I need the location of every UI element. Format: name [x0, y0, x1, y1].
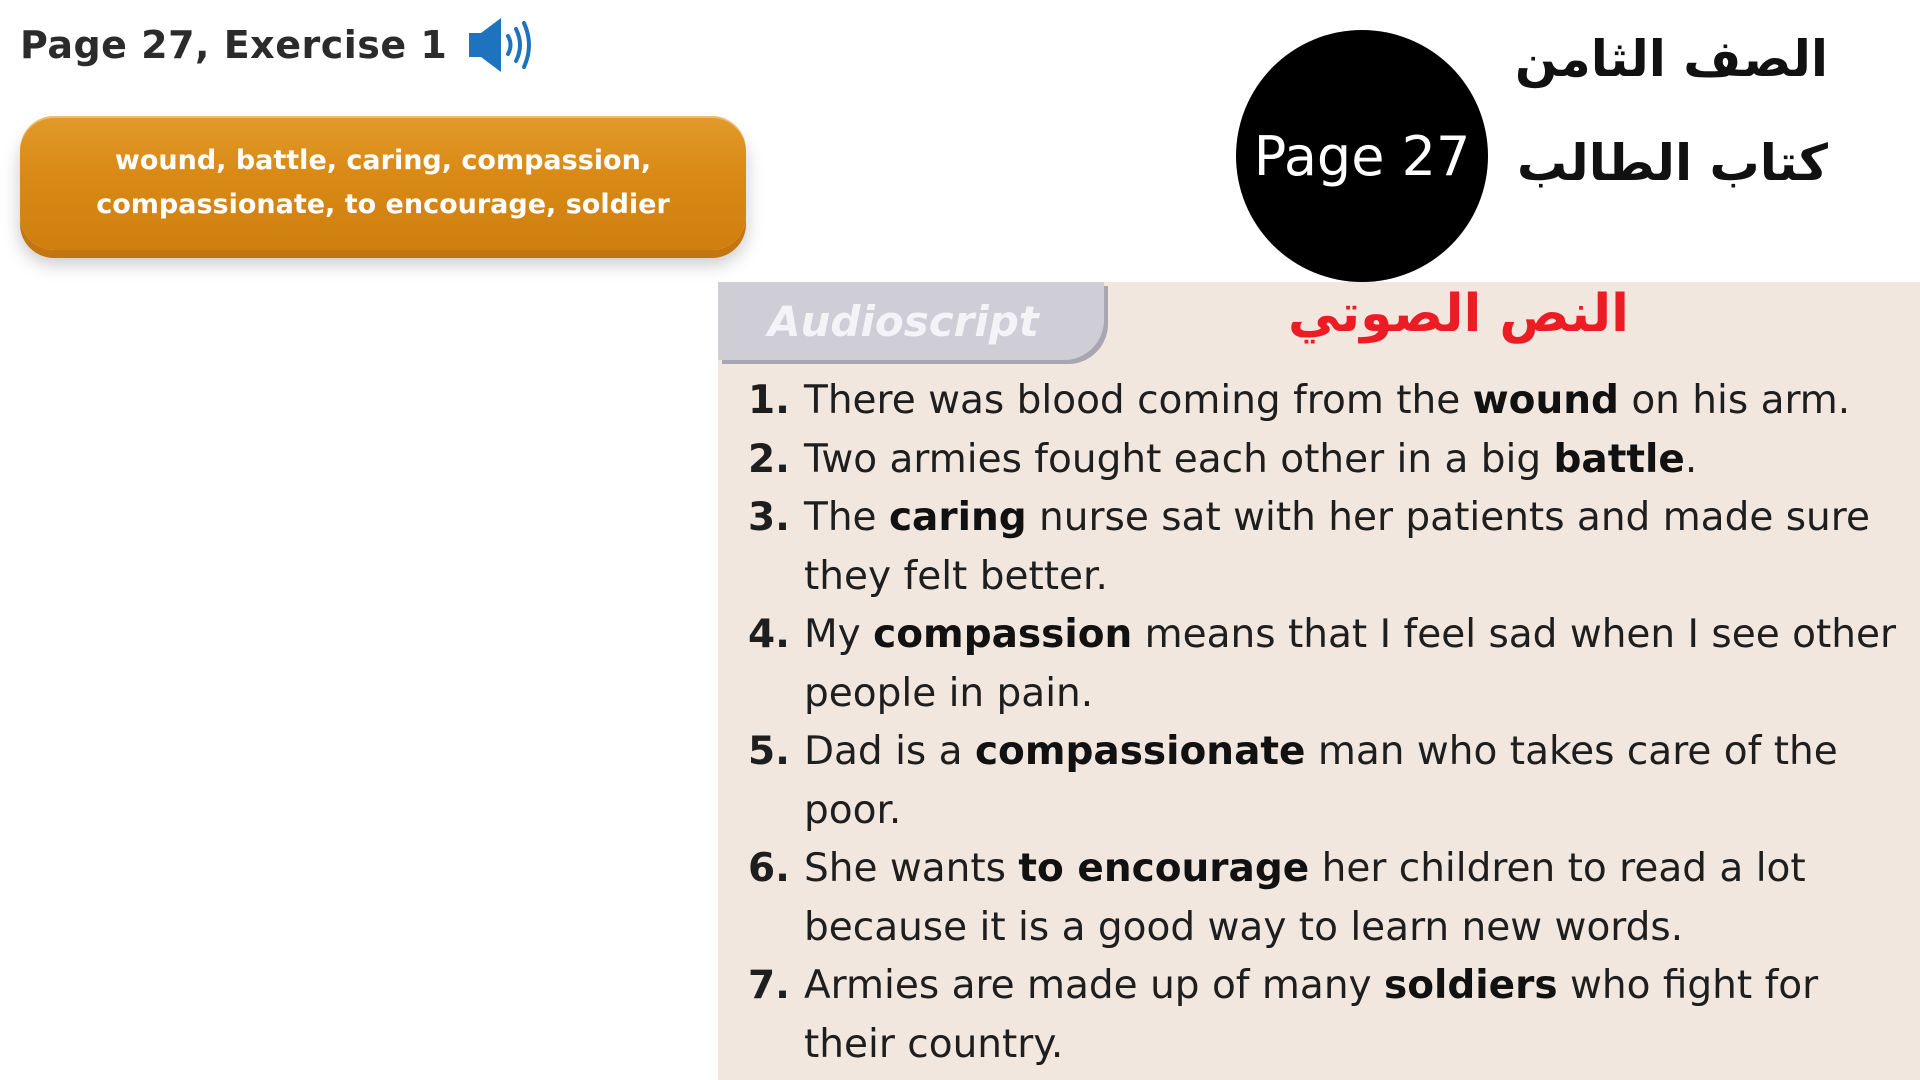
item-text: Two armies fought each other in a big battle.: [804, 436, 1698, 482]
list-item: [748, 489, 1908, 606]
vocab-word: compassion: [873, 612, 1133, 657]
item-number: 5.: [748, 729, 790, 774]
page-badge: [1236, 30, 1488, 282]
item-text: Dad is a compassionate man who takes care of the poor.: [804, 729, 1838, 833]
list-item: [748, 606, 1908, 723]
speaker-volume-icon[interactable]: [467, 14, 533, 76]
item-number: 4.: [748, 612, 790, 657]
audioscript-tab: [718, 282, 1104, 360]
item-text: There was blood coming from the wound on his arm.: [804, 378, 1851, 423]
vocab-word: to encourage: [1018, 846, 1310, 891]
item-number: 2.: [748, 436, 790, 482]
audioscript-label: Audioscript: [768, 296, 1039, 346]
grade-heading: الصف الثامن: [1514, 30, 1828, 88]
item-text: Armies are made up of many soldiers who fight for their country.: [804, 963, 1819, 1067]
item-number: 6.: [748, 846, 790, 891]
list-item: [748, 431, 1908, 490]
vocab-word: caring: [888, 495, 1027, 540]
vocab-word: wound: [1472, 378, 1619, 423]
item-number: 7.: [748, 963, 790, 1008]
item-number: 3.: [748, 495, 790, 540]
vocab-word: compassionate: [974, 729, 1306, 774]
list-item: [748, 723, 1908, 840]
exercise-header: [20, 14, 533, 76]
vocabulary-line-2: compassionate, to encourage, soldier: [96, 189, 670, 220]
item-text: She wants to encourage her children to read a lot because it is a good way to learn new words.: [804, 846, 1806, 950]
vocabulary-line-1: wound, battle, caring, compassion,: [114, 145, 652, 176]
page-badge-label: Page 27: [1253, 124, 1471, 188]
book-heading: كتاب الطالب: [1516, 134, 1828, 192]
audioscript-arabic-label: النص الصوتي: [1288, 284, 1629, 344]
vocab-word: battle: [1553, 436, 1685, 482]
audioscript-panel: [718, 282, 1920, 1080]
list-item: [748, 372, 1908, 431]
item-text: The caring nurse sat with her patients and made sure they felt better.: [804, 495, 1870, 599]
list-item: [748, 957, 1908, 1074]
exercise-title: Page 27, Exercise 1: [20, 23, 448, 67]
vocab-word: soldiers: [1384, 963, 1558, 1008]
audioscript-list: [748, 372, 1908, 1074]
vocabulary-box: [20, 116, 746, 250]
item-text: My compassion means that I feel sad when I see other people in pain.: [804, 612, 1897, 716]
item-number: 1.: [748, 378, 790, 423]
list-item: [748, 840, 1908, 957]
